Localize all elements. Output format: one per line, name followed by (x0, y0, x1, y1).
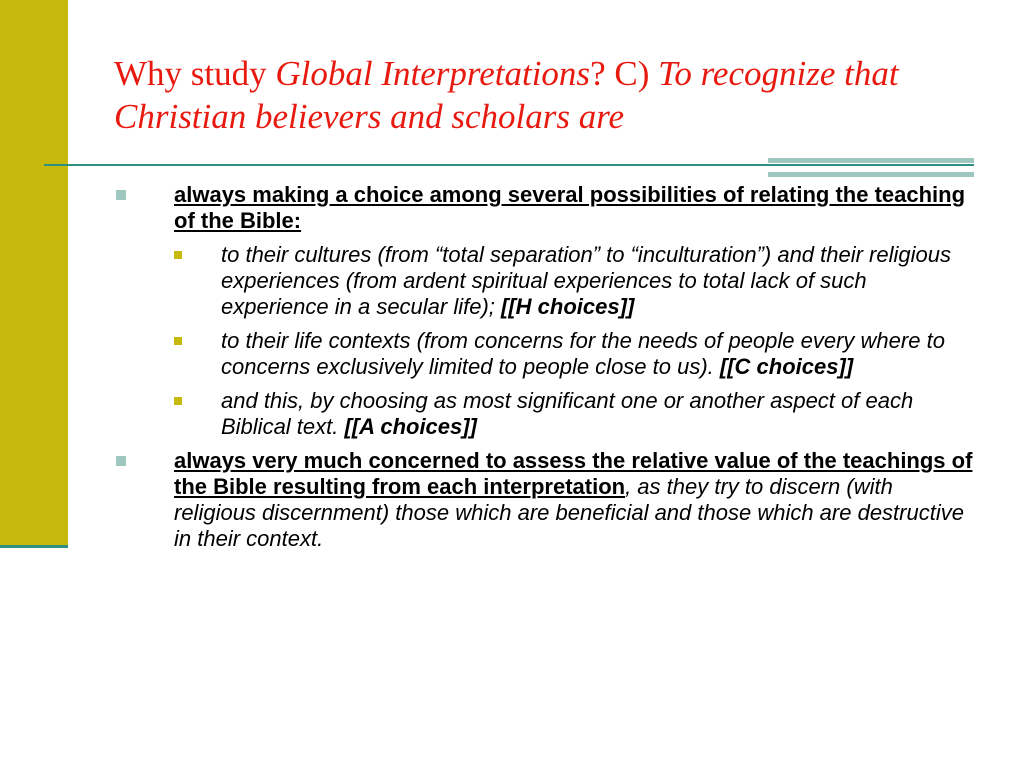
sub-bullet-item-1 (174, 242, 976, 320)
sub-bullet-item-3 (174, 388, 976, 440)
title-part-3: ? C) (590, 54, 659, 93)
bullet-item-2 (116, 448, 976, 552)
decorative-bars (768, 158, 974, 178)
sub-bullet-1-tag: [[H choices]] (501, 294, 635, 319)
square-bullet-icon (116, 456, 126, 466)
sub-bullet-2-tag: [[C choices]] (719, 354, 854, 379)
decorative-bar-top (768, 158, 974, 163)
bullet-item-1 (116, 182, 976, 234)
left-accent-bar-underline (0, 545, 68, 548)
bullet-2-rest: , as they try to discern (with religious discernment) those which are beneficial and those which are destructive in their context. (174, 474, 964, 551)
square-bullet-icon (116, 190, 126, 200)
title-part-2: Global Interpretations (275, 54, 591, 93)
left-accent-bar (0, 0, 68, 545)
sub-bullet-3-tag: [[A choices]] (344, 414, 477, 439)
sub-bullet-3-text: and this, by choosing as most significant one or another aspect of each Biblical text. (221, 388, 914, 439)
slide-title (114, 52, 994, 138)
sub-bullet-2-text: to their life contexts (from concerns for the needs of people every where to concerns exclusively limited to people close to us). (221, 328, 945, 379)
title-part-4: To recognize that Christian believers and scholars are (114, 54, 899, 136)
decorative-bar-bottom (768, 172, 974, 177)
title-part-1: Why study (114, 54, 276, 93)
bullet-1-heading: always making a choice among several possibilities of relating the teaching of the Bible: (174, 182, 966, 233)
sub-bullet-1-text: to their cultures (from “total separation” to “inculturation”) and their religious experiences (from ardent spiritual experiences to total lack of such experience in a secular life); (221, 242, 951, 319)
square-bullet-icon (174, 337, 182, 345)
square-bullet-icon (174, 251, 182, 259)
square-bullet-icon (174, 397, 182, 405)
sub-bullet-item-2 (174, 328, 976, 380)
bullet-2-heading: always very much concerned to assess the relative value of the teachings of the Bible resulting from each interpretation (174, 448, 973, 499)
slide-body (116, 182, 976, 560)
